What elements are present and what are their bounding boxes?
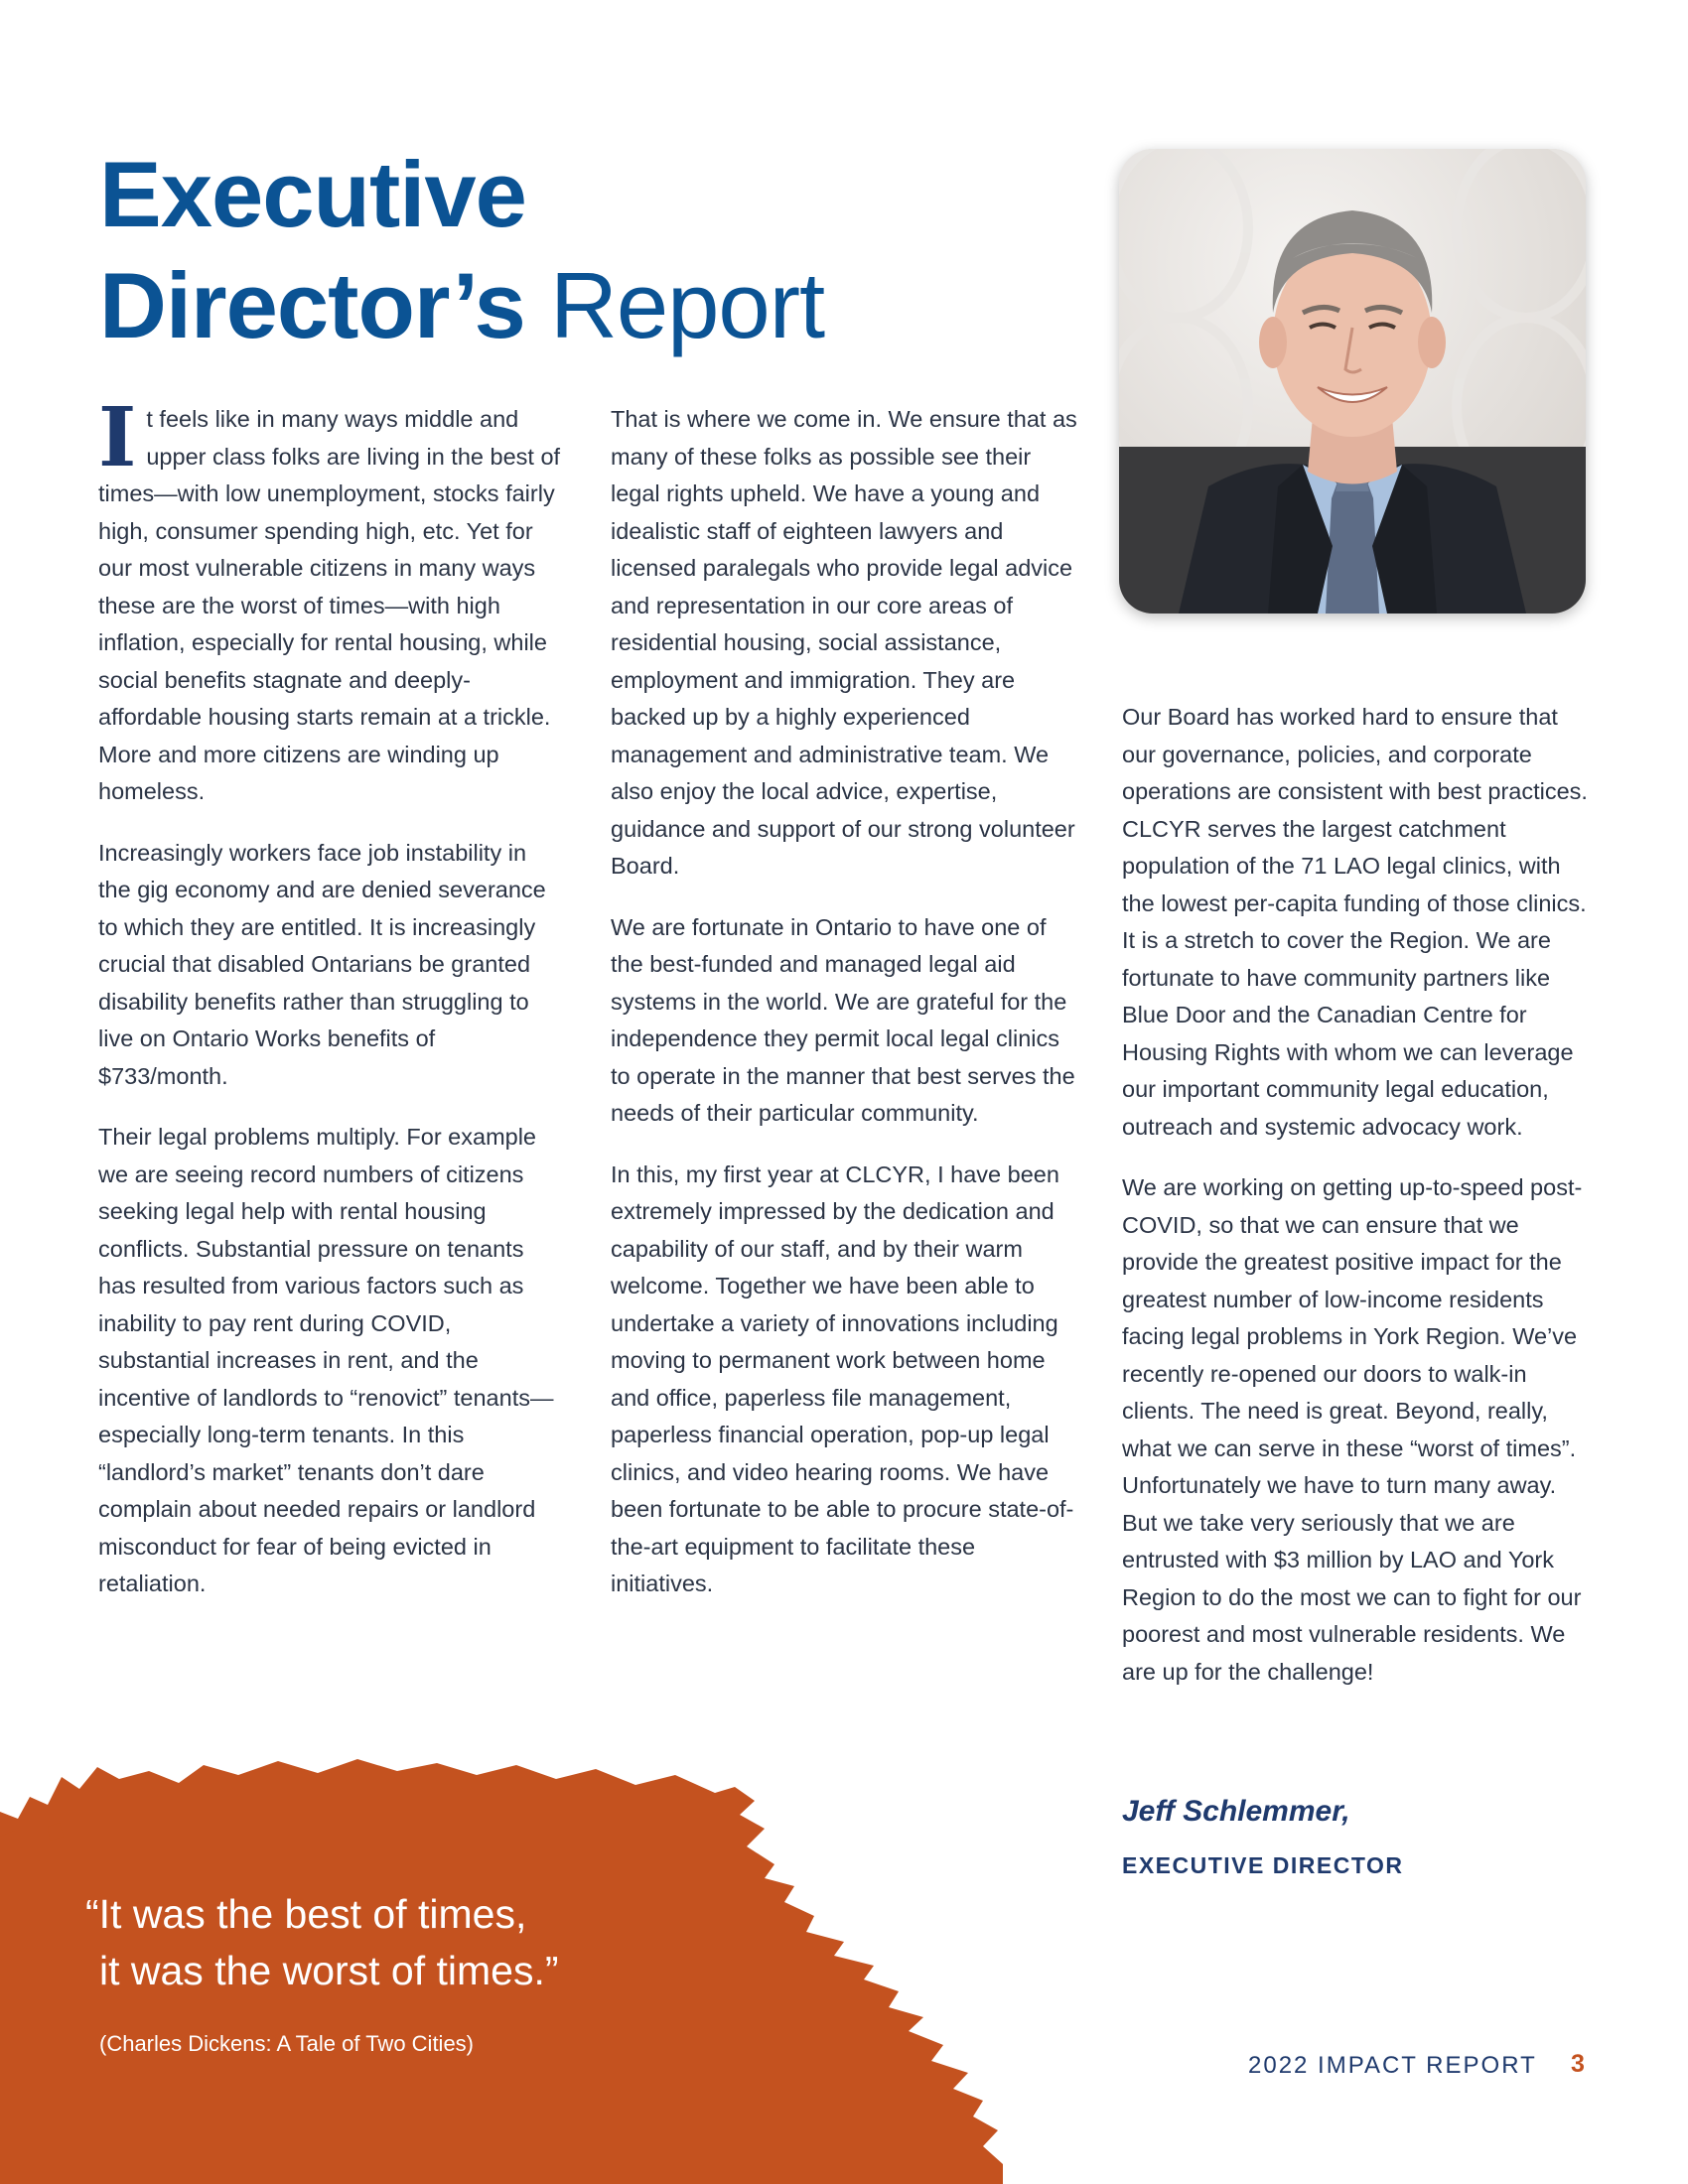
portrait-illustration (1119, 149, 1586, 614)
pull-quote (85, 1886, 701, 1999)
signature-title: EXECUTIVE DIRECTOR (1122, 1852, 1404, 1878)
column-2 (611, 401, 1077, 1627)
column-1 (98, 390, 565, 1627)
paragraph: In this, my first year at CLCYR, I have been extremely impressed by the dedication and capability of our staff, and by their warm welcome. Together we have been able to undertake a variety of innovations including moving to permanent work between home and office, paperless file management, paperless financial operation, pop-up legal clinics, and video hearing rooms. We have been fortunate to be able to procure state-of-the-art equipment to facilitate these initiatives. (611, 1160, 1074, 1596)
director-portrait (1119, 149, 1586, 614)
paragraph: Our Board has worked hard to ensure that our governance, policies, and corporate operations are consistent with best practices. CLCYR serves the largest catchment population of the 71 LAO legal clinics, with the lowest per-capita funding of those clinics. It is a stretch to cover the Region. We are fortunate to have community partners like Blue Door and the Canadian Centre for Housing Rights with whom we can leverage our important community legal education, outreach and systemic advocacy work. (1122, 704, 1588, 1140)
pull-quote-line-2: it was the worst of times.” (99, 1948, 559, 1993)
pull-quote-line-1: “It was the best of times, (85, 1891, 527, 1937)
paragraph-text: t feels like in many ways middle and upper class folks are living in the best of times—with low unemployment, stocks fairly high, consumer spending high, etc. Yet for our most vulnerable citizens in many ways these are the worst of times—with high inflation, especially for rental housing, while social benefits stagnate and deeply-affordable housing starts remain at a trickle. More and more citizens are winding up homeless. (98, 406, 561, 804)
paragraph: We are working on getting up-to-speed post-COVID, so that we can ensure that we provide the greatest positive impact for the greatest number of low-income residents facing legal problems in York Region. We’ve recently re-opened our doors to walk-in clients. The need is great. Beyond, really, what we can serve in these “worst of times”. Unfortunately we have to turn many away. But we take very seriously that we are entrusted with $3 million by LAO and York Region to do the most we can to fight for our poorest and most vulnerable residents. We are up for the challenge! (1122, 1174, 1583, 1685)
paragraph: Increasingly workers face job instability in the gig economy and are denied severance to which they are entitled. It is increasingly crucial that disabled Ontarians be granted disability benefits rather than struggling to live on Ontario Works benefits of $733/month. (98, 839, 546, 1089)
column-3 (1122, 699, 1589, 1714)
pull-quote-source: (Charles Dickens: A Tale of Two Cities) (99, 2031, 475, 2056)
paragraph (98, 390, 565, 811)
page-number: 3 (1571, 2050, 1585, 2078)
title-line-1: Executive (99, 142, 526, 246)
title-line-2-light: Report (549, 253, 825, 357)
title-line-2-bold: Director’s (99, 253, 525, 357)
footer-report-label: 2022 IMPACT REPORT (1248, 2052, 1537, 2079)
signature-name: Jeff Schlemmer, (1122, 1795, 1350, 1828)
drop-cap: I (98, 390, 137, 485)
page-title (99, 139, 824, 361)
paragraph: We are fortunate in Ontario to have one of the best-funded and managed legal aid systems in the world. We are grateful for the independence they permit local legal clinics to operate in the manner that best serves the needs of their particular community. (611, 913, 1075, 1126)
paragraph: That is where we come in. We ensure that as many of these folks as possible see their legal rights upheld. We have a young and idealistic staff of eighteen lawyers and licensed paralegals who provide legal advice and representation in our core areas of residential housing, social assistance, employment and immigration. They are backed up by a highly experienced management and administrative team. We also enjoy the local advice, expertise, guidance and support of our strong volunteer Board. (611, 406, 1077, 879)
paragraph: Their legal problems multiply. For example we are seeing record numbers of citizens seeking legal help with rental housing conflicts. Substantial pressure on tenants has resulted from various factors such as inability to pay rent during COVID, substantial increases in rent, and the incentive of landlords to “renovict” tenants—especially long-term tenants. In this “landlord’s market” tenants don’t dare complain about needed repairs or landlord misconduct for fear of being evicted in retaliation. (98, 1124, 554, 1596)
